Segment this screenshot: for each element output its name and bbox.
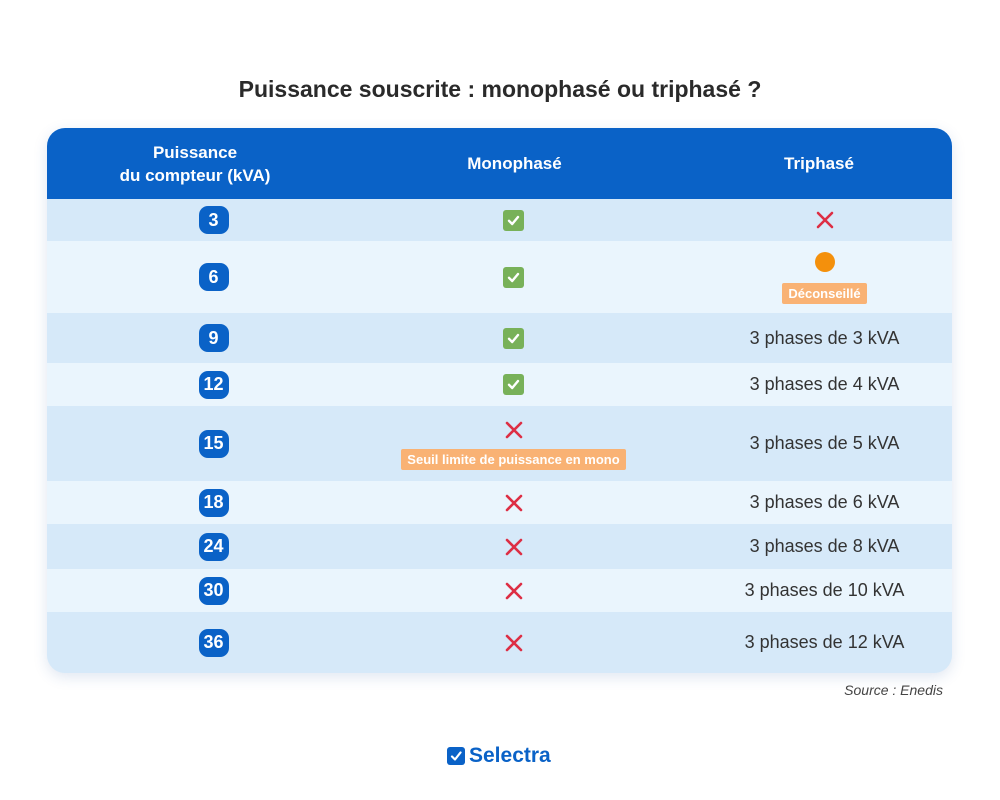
cell-triphase	[687, 569, 952, 612]
comparison-table	[47, 128, 952, 673]
check-icon	[503, 328, 524, 349]
cell-puissance	[47, 612, 380, 673]
brand-name: Selectra	[469, 744, 551, 767]
cross-icon	[814, 209, 836, 231]
cell-monophase	[347, 406, 680, 481]
cell-puissance	[47, 241, 380, 313]
cell-triphase	[687, 241, 952, 313]
cell-triphase	[687, 199, 952, 241]
check-icon	[503, 267, 524, 288]
phases-text: 3 phases de 12 kVA	[744, 632, 905, 652]
phases-text: 3 phases de 4 kVA	[749, 374, 900, 394]
table-row	[47, 569, 952, 612]
cell-monophase	[347, 612, 680, 673]
check-icon	[503, 374, 524, 395]
kva-badge: 18	[199, 489, 229, 517]
table-header	[47, 128, 952, 199]
table-row	[47, 241, 952, 313]
table-row	[47, 481, 952, 524]
kva-badge: 12	[199, 371, 229, 399]
table-body	[47, 199, 952, 673]
cross-icon	[503, 492, 525, 514]
table-row	[47, 406, 952, 481]
phases-text: 3 phases de 3 kVA	[749, 327, 900, 348]
kva-badge: 6	[199, 263, 229, 291]
header-triphase-label: Triphasé	[784, 154, 854, 173]
table-row	[47, 612, 952, 673]
check-icon	[503, 210, 524, 231]
cell-triphase	[687, 524, 952, 569]
source-note: Source : Enedis	[844, 682, 943, 698]
header-monophase-label: Monophasé	[467, 154, 562, 173]
cell-monophase	[347, 569, 680, 612]
phases-text: 3 phases de 10 kVA	[744, 580, 905, 600]
header-puissance	[47, 128, 343, 199]
cell-triphase	[687, 313, 952, 363]
phases-text: 3 phases de 8 kVA	[749, 536, 900, 556]
header-puissance-label: Puissance du compteur (kVA)	[119, 142, 271, 185]
table-row	[47, 363, 952, 406]
deconseille-label: Déconseillé	[782, 283, 866, 304]
kva-badge: 15	[199, 430, 229, 458]
cell-puissance	[47, 524, 380, 569]
cross-icon	[503, 419, 525, 441]
cell-monophase	[347, 524, 680, 569]
cell-triphase	[687, 406, 952, 481]
cell-monophase	[347, 313, 680, 363]
page-title: Puissance souscrite : monophasé ou triphasé ?	[238, 76, 762, 102]
cell-monophase	[347, 363, 680, 406]
phases-text: 3 phases de 6 kVA	[749, 492, 900, 512]
cell-puissance	[47, 569, 380, 612]
kva-badge: 3	[199, 206, 229, 234]
kva-badge: 9	[199, 324, 229, 352]
cross-icon	[503, 580, 525, 602]
selectra-logo	[447, 743, 551, 769]
table-row	[47, 524, 952, 569]
check-logo-icon	[447, 747, 465, 765]
cell-puissance	[47, 406, 380, 481]
orange-dot-icon	[815, 252, 835, 272]
table-row	[47, 199, 952, 241]
cell-puissance	[47, 363, 380, 406]
cell-triphase	[687, 612, 952, 673]
kva-badge: 36	[199, 629, 229, 657]
cell-monophase	[347, 241, 680, 313]
cell-monophase	[347, 481, 680, 524]
table-row	[47, 313, 952, 363]
header-triphase	[686, 128, 952, 199]
cell-puissance	[47, 481, 380, 524]
phases-text: 3 phases de 5 kVA	[749, 433, 900, 453]
threshold-label: Seuil limite de puissance en mono	[401, 449, 625, 470]
cell-triphase	[687, 481, 952, 524]
cross-icon	[503, 632, 525, 654]
cell-puissance	[47, 199, 380, 241]
cell-triphase	[687, 363, 952, 406]
kva-badge: 24	[199, 533, 229, 561]
header-monophase	[343, 128, 686, 199]
cross-icon	[503, 536, 525, 558]
kva-badge: 30	[199, 577, 229, 605]
cell-monophase	[347, 199, 680, 241]
cell-puissance	[47, 313, 380, 363]
